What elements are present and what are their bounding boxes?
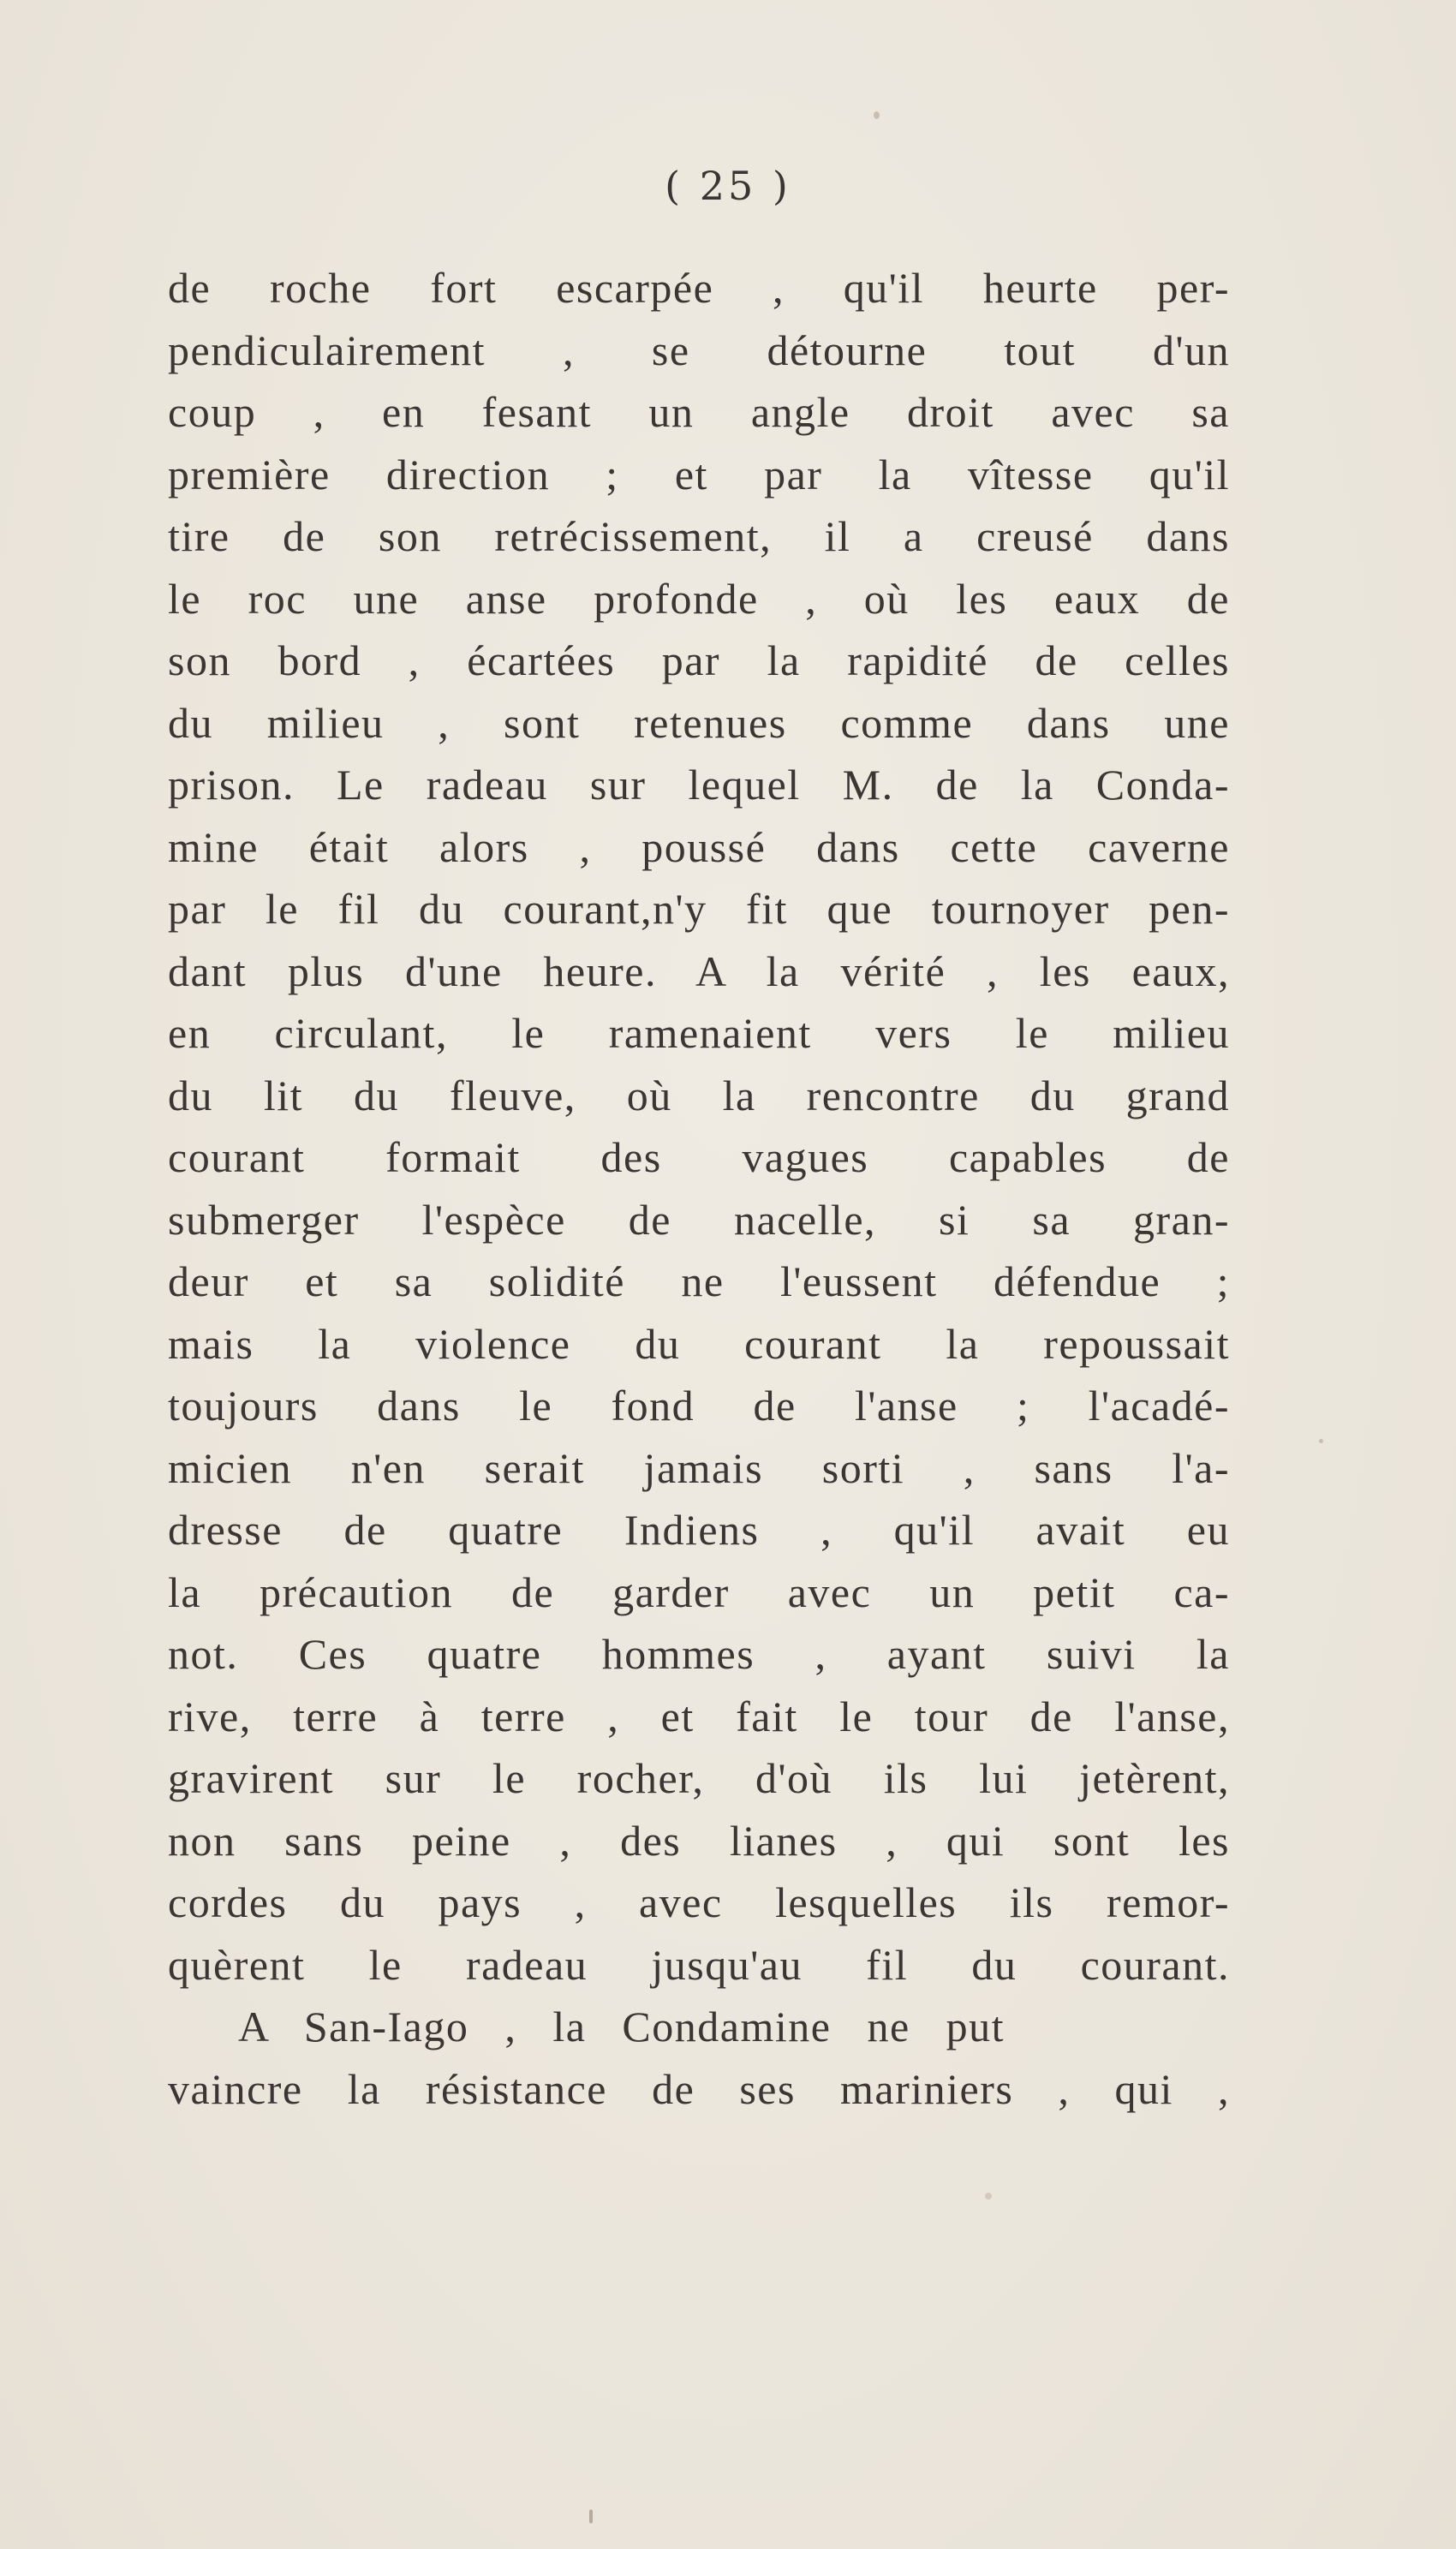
paper-speck [1319,1439,1323,1443]
text-line: courant formait des vagues capables de [168,1133,1230,1181]
text-line: dresse de quatre Indiens , qu'il avait eu [168,1506,1230,1554]
text-line: son bord , écartées par la rapidité de celles [168,636,1230,684]
text-line: du lit du fleuve, où la rencontre du grand [168,1071,1230,1119]
text-line: quèrent le radeau jusqu'au fil du courant. [168,1940,1230,1989]
text-line: non sans peine , des lianes , qui sont les [168,1816,1230,1865]
text-line: A San-Iago , la Condamine ne put [238,2003,1005,2051]
text-line: deur et sa solidité ne l'eussent défendue ; [168,1257,1230,1305]
body-text [168,257,1230,2120]
text-line: mais la violence du courant la repoussait [168,1319,1230,1368]
paper-speck [874,111,880,119]
text-line: cordes du pays , avec lesquelles ils remor- [168,1878,1230,1926]
text-line: du milieu , sont retenues comme dans une [168,698,1230,747]
text-line: le roc une anse profonde , où les eaux de [168,574,1230,623]
text-line: tire de son retrécissement, il a creusé dans [168,512,1230,560]
text-line: micien n'en serait jamais sorti , sans l'a- [168,1443,1230,1492]
text-line: prison. Le radeau sur lequel M. de la Conda- [168,761,1230,809]
page-number: ( 25 ) [665,163,791,209]
text-line: première direction ; et par la vîtesse qu'il [168,450,1230,498]
text-line: mine était alors , poussé dans cette caverne [168,822,1230,871]
paper-speck [985,2193,992,2200]
text-line: en circulant, le ramenaient vers le milieu [168,1009,1230,1057]
text-line: rive, terre à terre , et fait le tour de l'anse, [168,1692,1230,1740]
text-line: la précaution de garder avec un petit ca- [168,1567,1230,1616]
text-line: not. Ces quatre hommes , ayant suivi la [168,1630,1230,1678]
text-line: par le fil du courant,n'y fit que tournoyer pen- [168,885,1230,933]
text-line: coup , en fesant un angle droit avec sa [168,388,1230,436]
text-line: dant plus d'une heure. A la vérité , les eaux, [168,946,1230,995]
text-line: pendiculairement , se détourne tout d'un [168,325,1230,374]
text-line: toujours dans le fond de l'anse ; l'acadé- [168,1382,1230,1430]
text-line: vaincre la résistance de ses mariniers , qui , [168,2064,1230,2113]
text-line: submerger l'espèce de nacelle, si sa gran- [168,1195,1230,1244]
paper-speck [589,2510,593,2523]
text-line: gravirent sur le rocher, d'où ils lui jetèrent, [168,1754,1230,1802]
text-line: de roche fort escarpée , qu'il heurte per- [168,264,1230,312]
